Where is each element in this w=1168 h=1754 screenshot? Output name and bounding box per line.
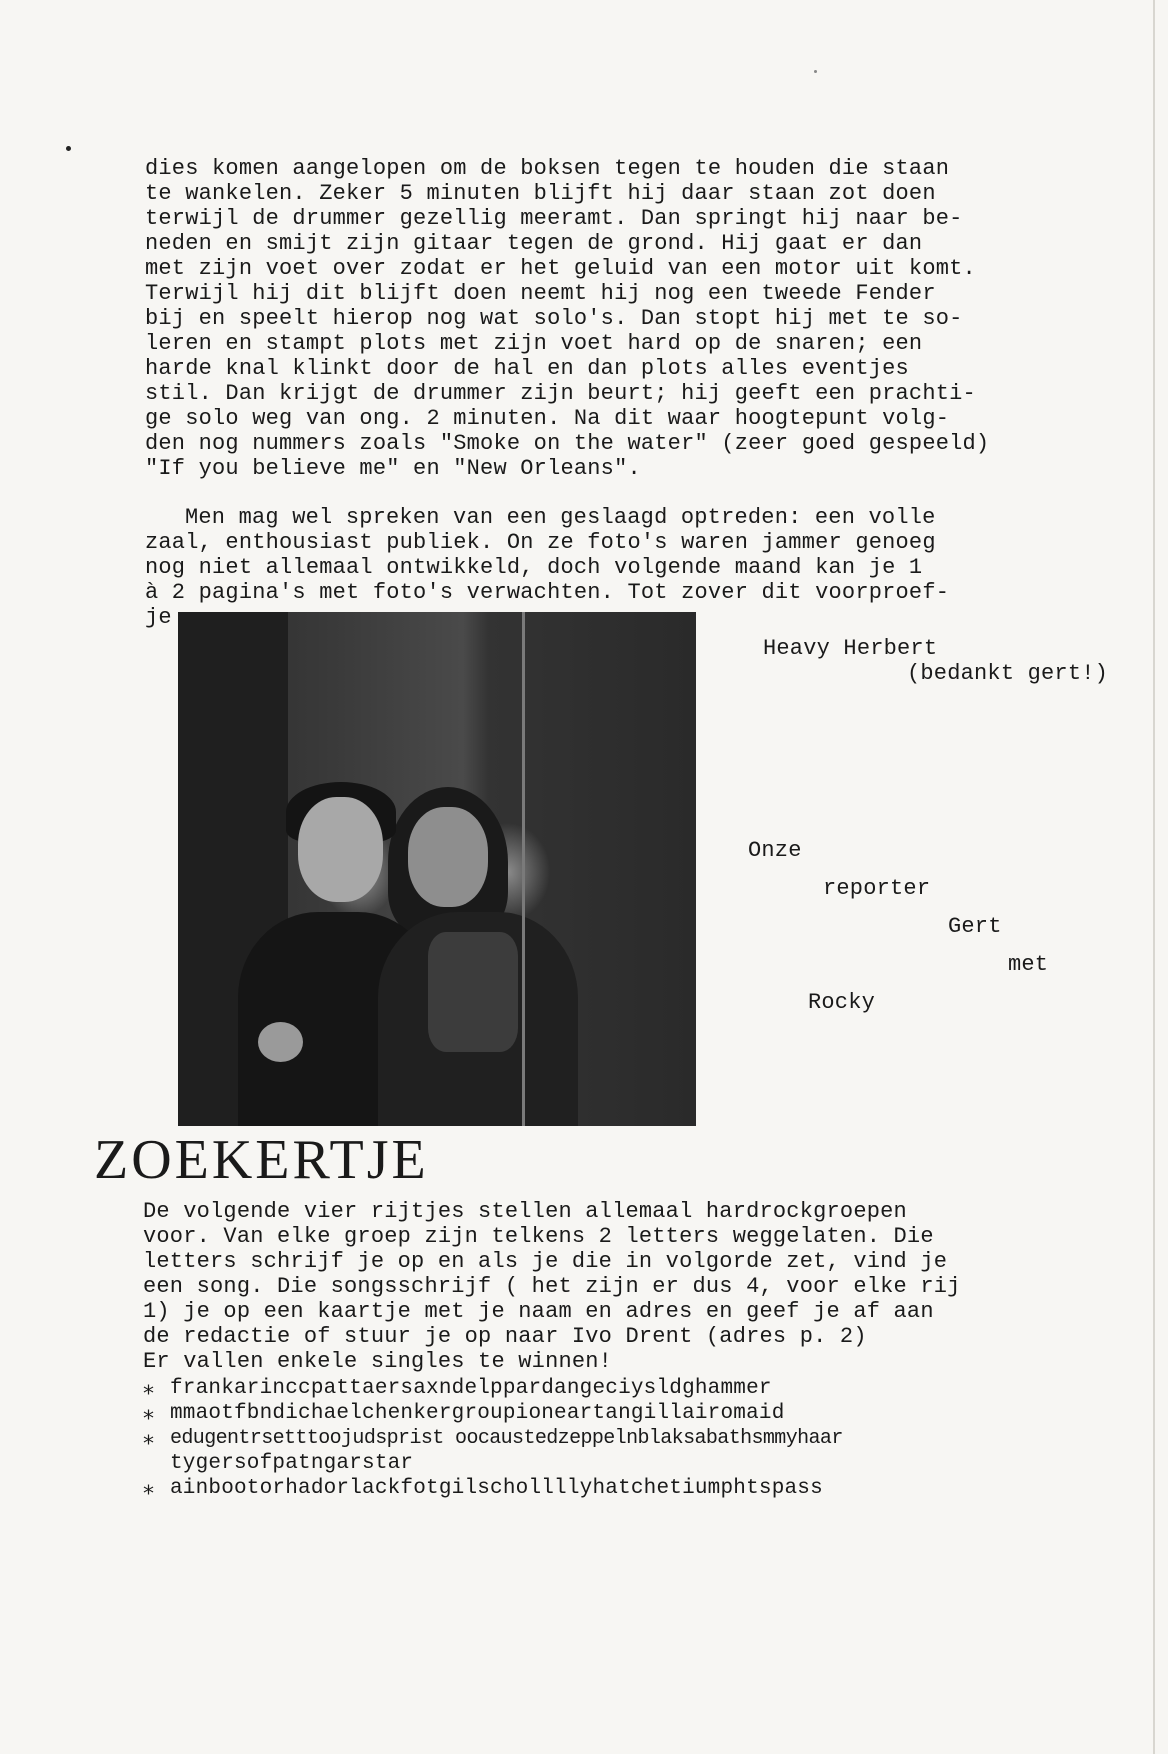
text-line: de redactie of stuur je op naar Ivo Drent (adres p. 2)	[143, 1324, 867, 1349]
photo-hand	[258, 1022, 303, 1062]
zoekertje-heading: ZOEKERTJE	[94, 1129, 429, 1191]
text-line: Er vallen enkele singles te winnen!	[143, 1349, 613, 1374]
puzzle-row: edugentrsetttoojudsprist oocaustedzeppelnblaksabathsmmyhaar	[170, 1427, 843, 1450]
text-line: à 2 pagina's met foto's verwachten. Tot zover dit voorproef-	[145, 580, 950, 605]
bullet-star-icon: ⁎	[143, 1426, 154, 1451]
text-line: Terwijl hij dit blijft doen neemt hij nog een tweede Fender	[145, 281, 936, 306]
photo-seam	[522, 612, 525, 1126]
text-line: den nog nummers zoals "Smoke on the water" (zeer goed gespeeld)	[145, 431, 990, 456]
reporter-photo	[178, 612, 696, 1126]
speck	[66, 146, 71, 151]
text-line: harde knal klinkt door de hal en dan plots alles eventjes	[145, 356, 909, 381]
text-line: De volgende vier rijtjes stellen allemaal hardrockgroepen	[143, 1199, 907, 1224]
caption-word: reporter	[823, 876, 931, 901]
bullet-star-icon: ⁎	[143, 1476, 154, 1501]
puzzle-row: mmaotfbndichaelchenkergroupioneartangillairomaid	[170, 1402, 785, 1425]
text-line: je	[145, 605, 172, 630]
signature-name: Heavy Herbert	[763, 636, 938, 661]
bullet-star-icon: ⁎	[143, 1376, 154, 1401]
puzzle-row: frankarinccpattaersaxndelppardangeciysldghammer	[170, 1377, 772, 1400]
text-line: terwijl de drummer gezellig meeramt. Dan springt hij naar be-	[145, 206, 963, 231]
text-line: ge solo weg van ong. 2 minuten. Na dit waar hoogtepunt volg-	[145, 406, 950, 431]
text-line: bij en speelt hierop nog wat solo's. Dan stopt hij met te so-	[145, 306, 963, 331]
text-line: dies komen aangelopen om de boksen tegen te houden die staan	[145, 156, 950, 181]
photo-person-face	[408, 807, 488, 907]
text-line: neden en smijt zijn gitaar tegen de grond. Hij gaat er dan	[145, 231, 923, 256]
text-line: 1) je op een kaartje met je naam en adres en geef je af aan	[143, 1299, 934, 1324]
caption-word: Rocky	[808, 990, 876, 1015]
puzzle-row: ainbootorhadorlackfotgilschollllyhatchetiumphtspass	[170, 1477, 823, 1500]
speck	[814, 70, 817, 73]
text-line: voor. Van elke groep zijn telkens 2 letters weggelaten. Die	[143, 1224, 934, 1249]
text-line: leren en stampt plots met zijn voet hard op de snaren; een	[145, 331, 923, 356]
photo-person-face	[298, 797, 383, 902]
puzzle-row: tygersofpatngarstar	[170, 1452, 414, 1475]
text-line: Men mag wel spreken van een geslaagd optreden: een volle	[185, 505, 936, 530]
text-line: te wankelen. Zeker 5 minuten blijft hij daar staan zot doen	[145, 181, 936, 206]
text-line: nog niet allemaal ontwikkeld, doch volgende maand kan je 1	[145, 555, 923, 580]
text-line: "If you believe me" en "New Orleans".	[145, 456, 641, 481]
caption-word: Gert	[948, 914, 1002, 939]
caption-word: met	[1008, 952, 1049, 977]
text-line: zaal, enthousiast publiek. On ze foto's waren jammer genoeg	[145, 530, 936, 555]
photo-tshirt	[428, 932, 518, 1052]
caption-word: Onze	[748, 838, 802, 863]
text-line: een song. Die songsschrijf ( het zijn er dus 4, voor elke rij	[143, 1274, 961, 1299]
signature-thanks: (bedankt gert!)	[907, 661, 1109, 686]
text-line: met zijn voet over zodat er het geluid van een motor uit komt.	[145, 256, 976, 281]
text-line: letters schrijf je op en als je die in volgorde zet, vind je	[143, 1249, 948, 1274]
text-line: stil. Dan krijgt de drummer zijn beurt; hij geeft een prachti-	[145, 381, 976, 406]
page-edge	[1153, 0, 1155, 1754]
bullet-star-icon: ⁎	[143, 1401, 154, 1426]
